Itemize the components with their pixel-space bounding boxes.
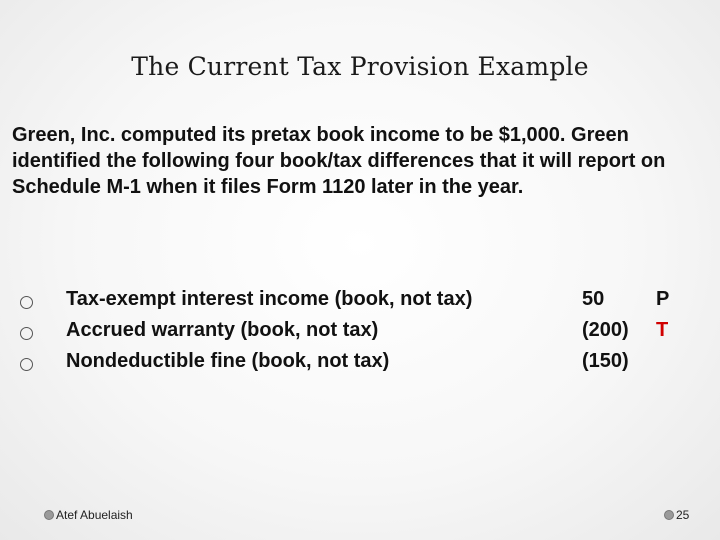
differences-list: [20, 288, 700, 381]
footer-page-number: [664, 508, 689, 522]
footer-dot-icon: [44, 510, 54, 520]
item-value: 50: [582, 288, 605, 310]
intro-paragraph: Green, Inc. computed its pretax book income to be $1,000. Green identified the following four book/tax differences that it will report on Schedule M-1 when it files Form 1120 later in the year.: [12, 124, 666, 198]
author-name: Atef Abuelaish: [56, 508, 133, 522]
list-item: [20, 350, 700, 381]
item-text: Accrued warranty (book, not tax): [66, 319, 379, 341]
list-item: [20, 288, 700, 319]
footer-author: [44, 508, 133, 522]
list-item: [20, 319, 700, 350]
footer-dot-icon: [664, 510, 674, 520]
item-code: P: [656, 288, 670, 310]
item-value: (150): [582, 350, 629, 372]
item-value: (200): [582, 319, 629, 341]
page-number: 25: [676, 508, 690, 522]
item-text: Tax-exempt interest income (book, not tax): [66, 288, 473, 310]
bullet-circle-icon: [20, 358, 33, 371]
slide-title: The Current Tax Provision Example: [131, 52, 589, 81]
bullet-circle-icon: [20, 327, 33, 340]
bullet-circle-icon: [20, 296, 33, 309]
item-code: T: [656, 319, 669, 341]
item-text: Nondeductible fine (book, not tax): [66, 350, 390, 372]
